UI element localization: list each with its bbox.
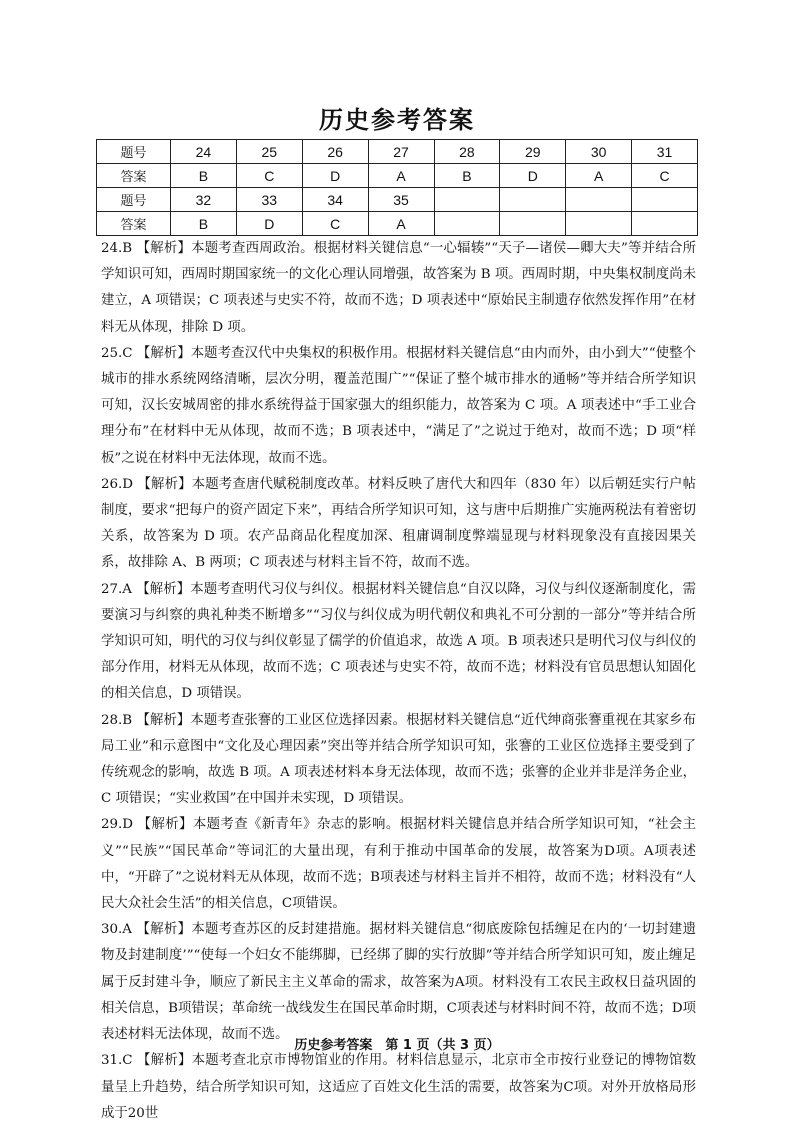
table-cell: B xyxy=(171,212,237,236)
answer-table xyxy=(96,139,698,236)
analysis-item-30: 30.A 【解析】本题考查苏区的反封建措施。据材料关键信息“彻底废除包括缠足在内的‘一切封建遗物及封建制度’”“使每一个妇女不能绑脚，已经绑了脚的实行放脚”等并结合所学知识可知，废止缠足属于反封建斗争，顺应了新民主主义革命的需求，故答案为A项。材料没有工农民主政权日益巩固的相关信息，B项错误；革命统一战线发生在国民革命时期，C项表述与材料时间不符，故而不选；D项表述材料无法体现，故而不选。 xyxy=(101,922,696,1043)
analysis-item-24: 24.B 【解析】本题考查西周政治。根据材料关键信息“一心辐辏”“天子—诸侯—卿大夫”等并结合所学知识可知，西周时期国家统一的文化心理认同增强，故答案为 B 项。西周时期，中央集权制度尚未建立，A 项错误；C 项表述与史实不符，故而不选；D 项表述中“原始民主制遗存依然发挥作用”在材料无从体现，排除 D 项。 xyxy=(101,241,696,335)
table-cell xyxy=(500,188,566,212)
table-cell: 29 xyxy=(500,140,566,164)
table-cell: B xyxy=(434,164,500,188)
table-row xyxy=(97,212,698,236)
table-cell: A xyxy=(368,212,434,236)
analysis-item-27: 27.A 【解析】本题考查明代习仪与纠仪。根据材料关键信息“自汉以降，习仪与纠仪逐渐制度化，需要演习与纠察的典礼种类不断增多”“习仪与纠仪成为明代朝仪和典礼不可分割的一部分”等并结合所学知识可知，明代的习仪与纠仪彰显了儒学的价值追求，故选 A 项。B 项表述只是明代习仪与纠仪的部分作用，材料无从体现，故而不选；C 项表述与史实不符，故而不选；材料没有官员思想认知固化的相关信息，D 项错误。 xyxy=(101,581,696,702)
page-footer: 历史参考答案 第 1 页（共 3 页） xyxy=(294,1038,500,1053)
row-header: 题号 xyxy=(97,188,171,212)
analysis-item-25: 25.C 【解析】本题考查汉代中央集权的积极作用。根据材料关键信息“由内而外，由小到大”“使整个城市的排水系统网络清晰，层次分明，覆盖范围广”“保证了整个城市排水的通畅”等并结合所学知识可知，汉长安城周密的排水系统得益于国家强大的组织能力，故答案为 C 项。A 项表述中“手工业合理分布”在材料中无从体现，故而不选；B 项表述中，“满足了”之说过于绝对，故而不选；D 项“样板”之说在材料中无法体现，故而不选。 xyxy=(101,345,696,466)
analysis-item-26: 26.D 【解析】本题考查唐代赋税制度改革。材料反映了唐代大和四年（830 年）以后朝廷实行户帖制度，要求“把每户的资产固定下来”，再结合所学知识可知，这与唐中后期推广实施两税法有着密切关系，故答案为 D 项。农产品商品化程度加深、租庸调制度弊端显现与材料现象没有直接因果关系，故排除 A、B 两项；C 项表述与材料主旨不符，故而不选。 xyxy=(101,476,696,571)
row-header: 答案 xyxy=(97,164,171,188)
table-row xyxy=(97,140,698,164)
table-cell xyxy=(632,212,698,236)
table-cell: 27 xyxy=(368,140,434,164)
table-cell: 28 xyxy=(434,140,500,164)
table-cell: C xyxy=(632,164,698,188)
table-cell: 32 xyxy=(171,188,237,212)
table-cell xyxy=(566,212,632,236)
table-cell: B xyxy=(171,164,237,188)
table-cell: 33 xyxy=(236,188,302,212)
analysis-item-31: 31.C 【解析】本题考查北京市博物馆业的作用。材料信息显示，北京市全市按行业登记的博物馆数量呈上升趋势，结合所学知识可知，这适应了百姓文化生活的需要，故答案为C项。对外开放格局形成于20世 xyxy=(101,1053,696,1121)
table-cell: C xyxy=(302,212,368,236)
table-cell xyxy=(434,212,500,236)
table-cell: A xyxy=(368,164,434,188)
table-cell: D xyxy=(302,164,368,188)
table-cell xyxy=(500,212,566,236)
table-cell xyxy=(566,188,632,212)
analysis-body xyxy=(101,236,696,1127)
table-cell: D xyxy=(500,164,566,188)
table-cell: 26 xyxy=(302,140,368,164)
table-cell xyxy=(434,188,500,212)
table-cell: 25 xyxy=(236,140,302,164)
table-cell: A xyxy=(566,164,632,188)
table-cell: 24 xyxy=(171,140,237,164)
page-title: 历史参考答案 xyxy=(319,105,475,134)
table-row xyxy=(97,164,698,188)
table-cell: C xyxy=(236,164,302,188)
table-cell: 34 xyxy=(302,188,368,212)
table-cell: 35 xyxy=(368,188,434,212)
table-cell: 31 xyxy=(632,140,698,164)
row-header: 题号 xyxy=(97,140,171,164)
table-cell xyxy=(632,188,698,212)
table-cell: 30 xyxy=(566,140,632,164)
analysis-item-28: 28.B 【解析】本题考查张謇的工业区位选择因素。根据材料关键信息“近代绅商张謇重视在其家乡布局工业”和示意图中“文化及心理因素”突出等并结合所学知识可知，张謇的工业区位选择主要受到了传统观念的影响，故选 B 项。A 项表述材料本身无法体现，故而不选；张謇的企业并非是洋务企业，C 项错误；“实业救国”在中国并未实现，D 项错误。 xyxy=(101,712,696,807)
table-cell: D xyxy=(236,212,302,236)
row-header: 答案 xyxy=(97,212,171,236)
table-row xyxy=(97,188,698,212)
analysis-item-29: 29.D 【解析】本题考查《新青年》杂志的影响。根据材料关键信息并结合所学知识可知，“社会主义”“民族”“国民革命”等词汇的大量出现，有利于推动中国革命的发展，故答案为D项。A项表述中，“开辟了”之说材料无从体现，故而不选；B项表述与材料主旨并不相符，故而不选；材料没有“人民大众社会生活”的相关信息，C项错误。 xyxy=(101,817,696,912)
